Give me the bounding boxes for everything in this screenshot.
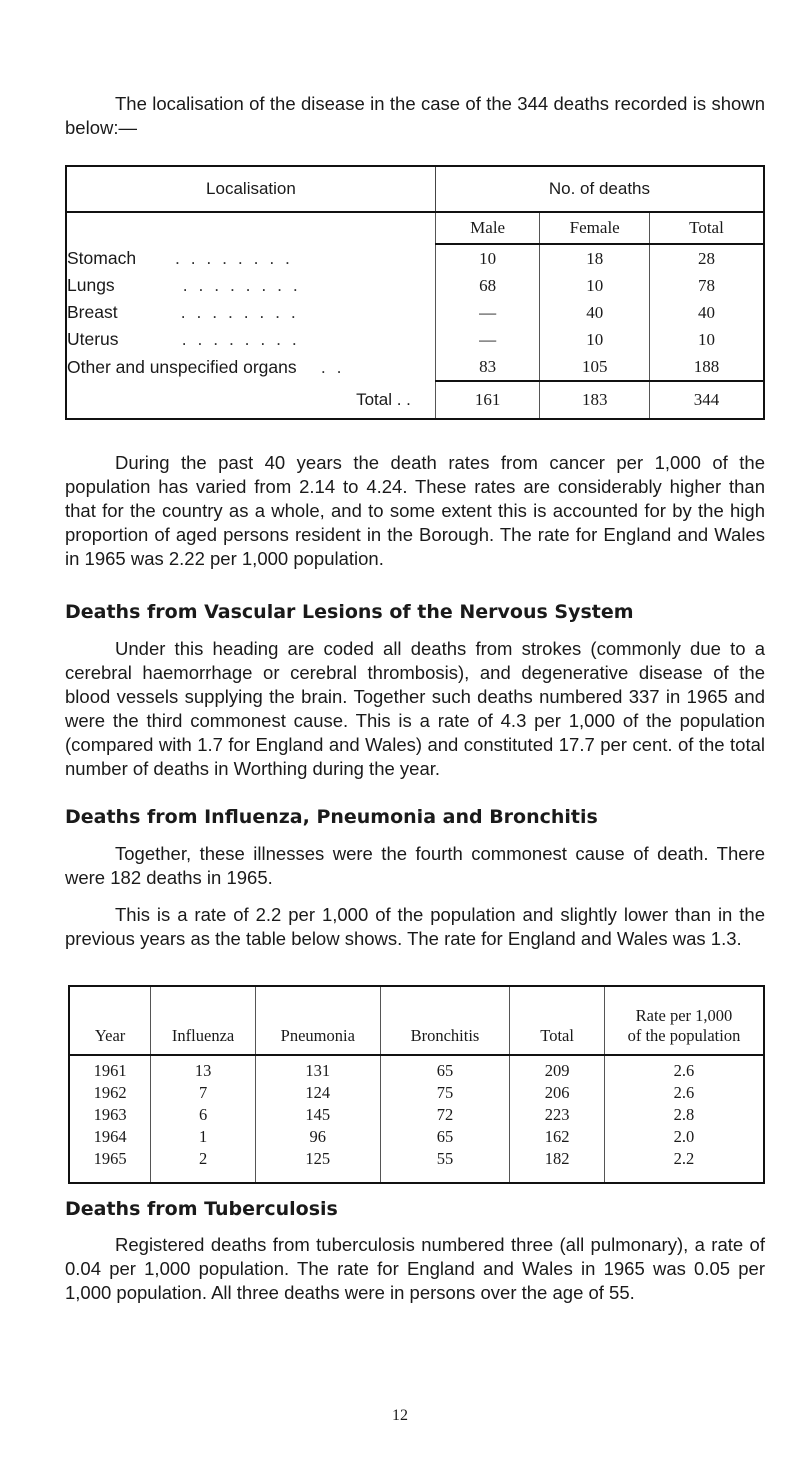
year-cell: 1964 [93,1127,127,1146]
male-total: 161 [435,381,540,419]
pneumonia-header: Pneumonia [255,986,380,1055]
total-cell: 209 [510,1055,605,1082]
row-label: Other and unspecified organs [67,356,297,377]
total-cell: 182 [510,1148,605,1183]
row-label: Breast [67,302,118,322]
table-row [69,1126,764,1148]
female-cell: 40 [540,299,650,326]
row-label: Lungs [67,275,115,295]
influenza-heading: Deaths from Influenza, Pneumonia and Bronchitis [65,806,598,828]
female-cell: 105 [540,353,650,381]
total-cell: 10 [650,326,765,353]
tb-paragraph: Registered deaths from tuberculosis numbered three (all pulmonary), a rate of 0.04 per 1,000 population. The rate for England and Wales in 1965 was 0.05 per 1,000 population. All three deaths were in persons over the age of 55. [65,1234,765,1303]
table-row [69,1148,764,1183]
year-cell: 1962 [93,1083,127,1102]
influenza-cell: 2 [151,1148,256,1183]
total-cell: 162 [510,1126,605,1148]
bronchitis-cell: 75 [380,1082,510,1104]
leader-dots: . . . . . . . . [181,329,300,349]
pneumonia-cell: 145 [255,1104,380,1126]
bronchitis-cell: 72 [380,1104,510,1126]
table-row [69,1055,764,1082]
leader-dots: . . . . . . . . [174,247,293,268]
total-cell: 188 [650,353,765,381]
subheader-spacer [66,212,435,244]
table-row [69,1082,764,1104]
table-row [66,299,764,326]
leader-dots: . . . . . . . . [182,275,301,295]
female-cell: 10 [540,326,650,353]
influenza-cell: 1 [151,1126,256,1148]
influenza-header: Influenza [151,986,256,1055]
bronchitis-cell: 65 [380,1126,510,1148]
bronchitis-cell: 65 [380,1055,510,1082]
bronchitis-header: Bronchitis [380,986,510,1055]
rate-cell: 2.2 [604,1148,764,1183]
total-header: Total [650,212,765,244]
female-total: 183 [540,381,650,419]
pneumonia-cell: 131 [255,1055,380,1082]
male-cell: 10 [435,244,540,272]
pneumonia-cell: 124 [255,1082,380,1104]
total-cell: 206 [510,1082,605,1104]
table-row: Other and unspecified organs . . 83 105 188 [66,353,764,381]
year-cell: 1961 [93,1061,127,1080]
pneumonia-cell: 96 [255,1126,380,1148]
rate-cell: 2.6 [604,1055,764,1082]
table-row [69,1104,764,1126]
total-cell: 223 [510,1104,605,1126]
tb-heading: Deaths from Tuberculosis [65,1198,338,1220]
influenza-cell: 13 [151,1055,256,1082]
cancer-paragraph-text: During the past 40 years the death rates from cancer per 1,000 of the population has varied from 2.14 to 4.24. These rates are considerably higher than that for the country as a whole, and to some extent this is accounted for by the high proportion of aged persons resident in the Borough. The rate for England and Wales in 1965 was 2.22 per 1,000 population. [65,452,765,569]
male-cell: — [435,326,540,353]
male-cell: 68 [435,272,540,299]
total-header: Total [510,986,605,1055]
table-row [66,244,764,272]
row-label: Uterus [67,329,119,349]
leader-dots: . . . . . . . . [180,302,299,322]
total-cell: 40 [650,299,765,326]
rate-cell: 2.6 [604,1082,764,1104]
table-row [66,272,764,299]
rate-header [604,986,764,1055]
localisation-header: Localisation [66,166,435,212]
pneumonia-cell: 125 [255,1148,380,1183]
female-cell: 18 [540,244,650,272]
influenza-cell: 7 [151,1082,256,1104]
male-cell: — [435,299,540,326]
year-cell: 1963 [93,1105,127,1124]
total-cell: 78 [650,272,765,299]
grand-total: 344 [650,381,765,419]
influenza-cell: 6 [151,1104,256,1126]
bronchitis-cell: 55 [380,1148,510,1183]
page-number: 12 [392,1407,408,1424]
intro-paragraph: The localisation of the disease in the case of the 344 deaths recorded is shown below:— [65,93,765,138]
total-label: Total . . [356,389,411,409]
year-header: Year [69,986,151,1055]
female-cell: 10 [540,272,650,299]
influenza-paragraph-2: This is a rate of 2.2 per 1,000 of the population and slightly lower than in the previous years as the table below shows. The rate for England and Wales was 1.3. [65,904,765,949]
deaths-header: No. of deaths [435,166,764,212]
rate-header-line-2: of the population [627,1026,741,1045]
year-cell: 1965 [93,1149,127,1168]
rate-cell: 2.8 [604,1104,764,1126]
total-cell: 28 [650,244,765,272]
male-cell: 83 [435,353,540,381]
localisation-table [65,165,765,420]
rate-cell: 2.0 [604,1126,764,1148]
totals-row [66,381,764,419]
influenza-paragraph-1: Together, these illnesses were the fourth commonest cause of death. There were 182 deaths in 1965. [65,843,765,888]
cancer-paragraph [65,427,765,571]
female-header: Female [540,212,650,244]
row-label: Stomach [67,247,137,268]
vascular-paragraph: Under this heading are coded all deaths from strokes (commonly due to a cerebral haemorrhage or cerebral thrombosis), and degenerative disease of the blood vessels supplying the brain. Together such deaths numbered 337 in 1965 and were the third commonest cause. This is a rate of 4.3 per 1,000 of the population (compared with 1.7 for England and Wales) and constituted 17.7 per cent. of the total number of deaths in Worthing during the year. [65,638,765,779]
rate-table [68,985,765,1184]
table-row [66,326,764,353]
rate-header-line-1: Rate per 1,000 [635,1006,733,1025]
vascular-heading: Deaths from Vascular Lesions of the Nervous System [65,601,634,623]
male-header: Male [435,212,540,244]
